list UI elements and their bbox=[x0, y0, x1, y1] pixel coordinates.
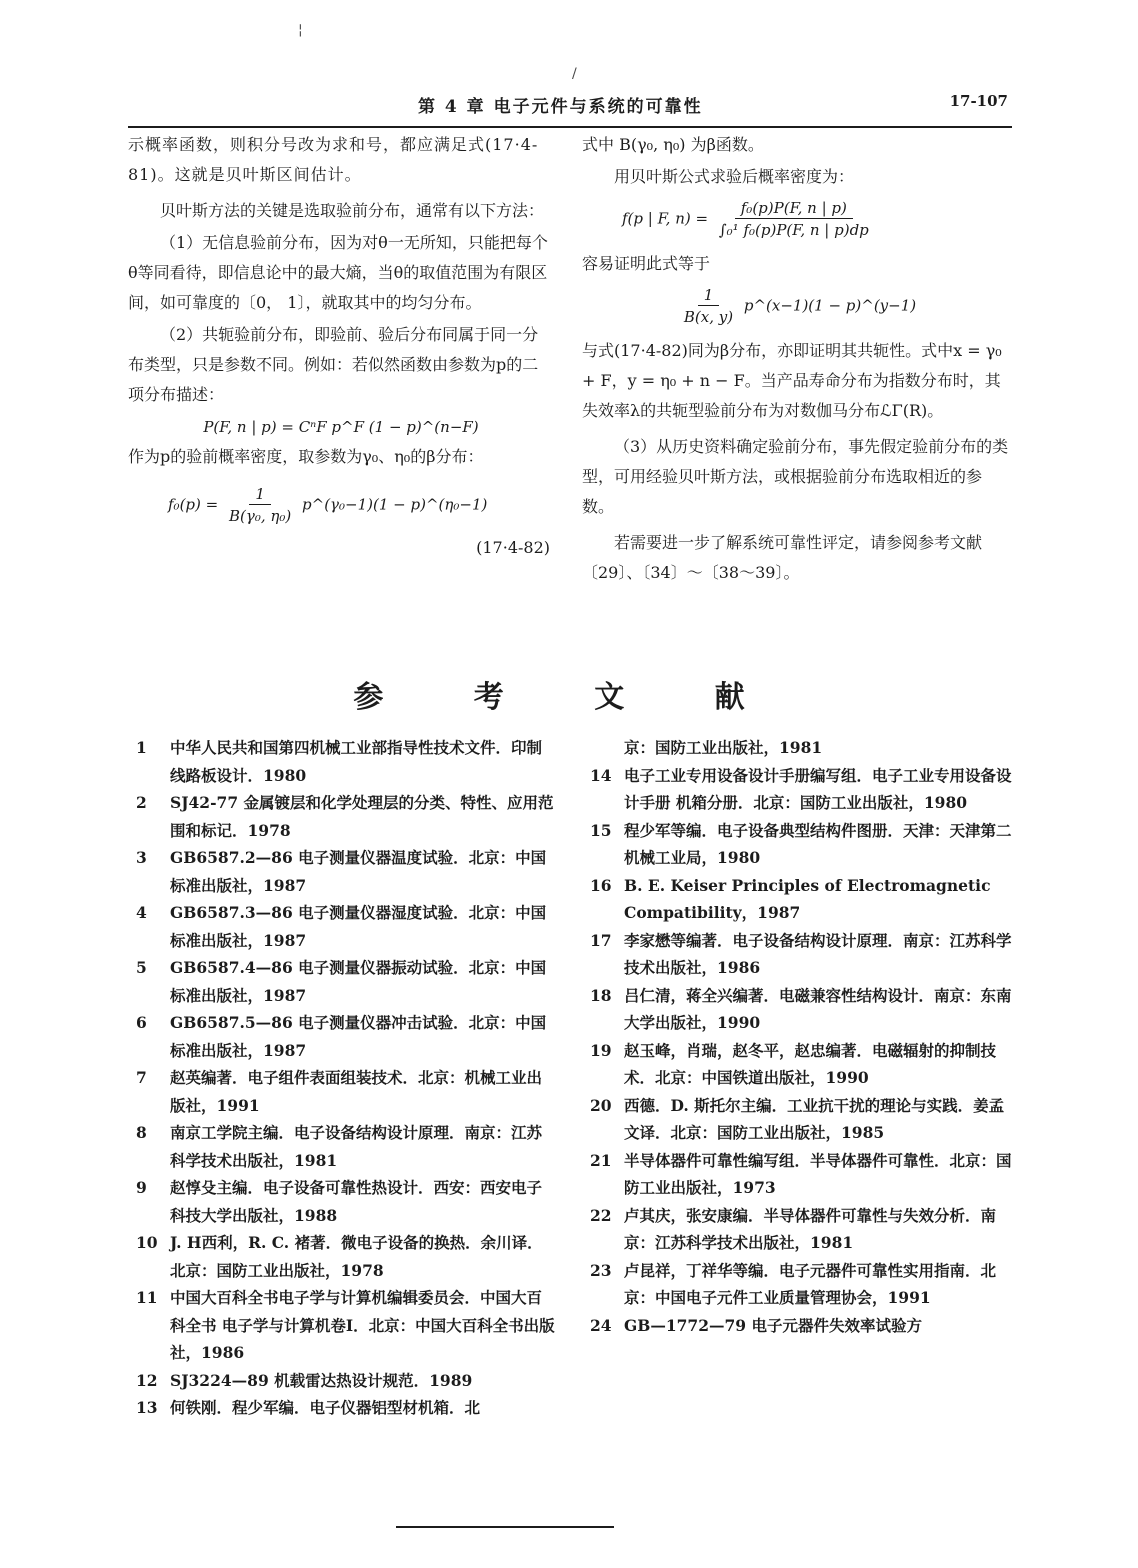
reference-number: 9 bbox=[136, 1178, 147, 1197]
prior-formula bbox=[128, 484, 554, 527]
chapter-title: 第 4 章 电子元件与系统的可靠性 bbox=[418, 97, 703, 117]
left-paragraph-3: （1）无信息验前分布，因为对θ一无所知，只能把每个θ等同看待，即信息论中的最大熵，当θ的取值范围为有限区间，如可靠度的〔0， 1〕，就取其中的均匀分布。 bbox=[128, 233, 548, 312]
footer-rule bbox=[396, 1526, 614, 1528]
left-paragraph-1: 示概率函数，则积分号改为求和号，都应满足式(17·4-81)。这就是贝叶斯区间估计。 bbox=[128, 135, 539, 184]
posterior-fraction-denominator: ∫₀¹ f₀(p)P(F, n | p)dp bbox=[718, 221, 869, 239]
references-right-column bbox=[590, 734, 1012, 1339]
beta-formula bbox=[582, 285, 1012, 328]
reference-text: 李家懋等编著．电子设备结构设计原理．南京：江苏科学技术出版社，1986 bbox=[624, 930, 1012, 977]
reference-item bbox=[590, 1037, 1012, 1092]
reference-number: 12 bbox=[136, 1370, 158, 1390]
reference-item bbox=[590, 1312, 1012, 1340]
reference-text: SJ42-77 金属镀层和化学处理层的分类、特性、应用范围和标记．1978 bbox=[170, 793, 554, 840]
left-paragraph-2: 贝叶斯方法的关键是选取验前分布，通常有以下方法： bbox=[160, 201, 545, 220]
reference-text: 卢昆祥，丁祥华等编．电子元器件可靠性实用指南．北京：中国电子元件工业质量管理协会，1991 bbox=[624, 1260, 997, 1307]
beta-formula-rhs: p^(x−1)(1 − p)^(y−1) bbox=[743, 296, 917, 315]
reference-item bbox=[136, 734, 556, 789]
scan-mark: / bbox=[572, 66, 577, 82]
prior-formula-rhs: p^(γ₀−1)(1 − p)^(η₀−1) bbox=[302, 495, 488, 514]
reference-text: 中华人民共和国第四机械工业部指导性技术文件．印制线路板设计．1980 bbox=[170, 738, 543, 785]
reference-item bbox=[136, 1284, 556, 1367]
reference-item bbox=[136, 1394, 556, 1422]
posterior-fraction bbox=[713, 198, 875, 241]
reference-item bbox=[136, 954, 556, 1009]
reference-number: 6 bbox=[136, 1013, 147, 1032]
binomial-formula bbox=[128, 412, 554, 442]
reference-number: 23 bbox=[590, 1260, 612, 1280]
left-paragraph-4: （2）共轭验前分布，即验前、验后分布同属于同一分布类型，只是参数不同。例如：若似然函数由参数为p的二项分布描述： bbox=[128, 325, 539, 404]
reference-item bbox=[590, 817, 1012, 872]
prior-formula-lhs: f₀(p) = bbox=[168, 495, 219, 514]
reference-text: 何铁刚．程少军编．电子仪器铝型材机箱．北 bbox=[170, 1398, 481, 1417]
references-left-column bbox=[136, 734, 556, 1422]
page-header bbox=[128, 92, 1012, 128]
reference-number: 22 bbox=[590, 1205, 612, 1225]
reference-number: 10 bbox=[136, 1233, 158, 1252]
equation-number: (17·4-82) bbox=[476, 538, 550, 557]
reference-number: 14 bbox=[590, 765, 612, 785]
reference-item bbox=[590, 982, 1012, 1037]
reference-item bbox=[590, 1202, 1012, 1257]
left-column bbox=[128, 130, 554, 563]
posterior-fraction-numerator: f₀(p)P(F, n | p) bbox=[735, 198, 853, 219]
references-heading: 参 考 文 献 bbox=[353, 680, 785, 715]
right-paragraph-5: （3）从历史资料确定验前分布，事先假定验前分布的类型，可用经验贝叶斯方法，或根据验前分布选取相近的参数。 bbox=[582, 437, 1009, 516]
reference-text: 赵英编著．电子组件表面组装技术．北京：机械工业出版社，1991 bbox=[170, 1068, 543, 1115]
reference-text: 电子工业专用设备设计手册编写组．电子工业专用设备设计手册 机箱分册．北京：国防工业出版社，1980 bbox=[624, 765, 1012, 812]
reference-number: 19 bbox=[590, 1040, 612, 1060]
reference-text: GB6587.2—86 电子测量仪器温度试验．北京：中国标准出版社，1987 bbox=[170, 848, 547, 895]
reference-item bbox=[590, 1257, 1012, 1312]
reference-text: 京：国防工业出版社，1981 bbox=[624, 738, 823, 757]
reference-item bbox=[136, 1064, 556, 1119]
reference-item bbox=[590, 762, 1012, 817]
reference-number: 1 bbox=[136, 738, 147, 757]
reference-item bbox=[136, 789, 556, 844]
reference-item bbox=[136, 1229, 556, 1284]
reference-text: GB6587.5—86 电子测量仪器冲击试验．北京：中国标准出版社，1987 bbox=[170, 1013, 547, 1060]
reference-number: 16 bbox=[590, 875, 612, 895]
reference-number: 24 bbox=[590, 1315, 612, 1335]
reference-text: 南京工学院主编．电子设备结构设计原理．南京：江苏科学技术出版社，1981 bbox=[170, 1123, 543, 1170]
beta-fraction-denominator: B(x, y) bbox=[683, 308, 734, 326]
reference-text: 吕仁清，蒋全兴编著．电磁兼容性结构设计．南京：东南大学出版社，1990 bbox=[624, 985, 1012, 1032]
reference-text: GB6587.4—86 电子测量仪器振动试验．北京：中国标准出版社，1987 bbox=[170, 958, 547, 1005]
reference-number: 2 bbox=[136, 793, 147, 812]
reference-text: 卢其庆，张安康编．半导体器件可靠性与失效分析．南京：江苏科学技术出版社，1981 bbox=[624, 1205, 997, 1252]
reference-text: 西德．D. 斯托尔主编．工业抗干扰的理论与实践．姜孟文译．北京：国防工业出版社，1985 bbox=[624, 1095, 1005, 1142]
right-paragraph-2: 用贝叶斯公式求验后概率密度为： bbox=[614, 167, 855, 186]
reference-text: 中国大百科全书电子学与计算机编辑委员会．中国大百科全书 电子学与计算机卷I．北京：中国大百科全书出版社，1986 bbox=[170, 1288, 555, 1362]
reference-item bbox=[136, 899, 556, 954]
page-number: 17-107 bbox=[949, 92, 1008, 110]
reference-number: 13 bbox=[136, 1398, 158, 1417]
left-paragraph-5: 作为p的验前概率密度，取参数为γ₀、η₀的β分布： bbox=[128, 447, 484, 466]
reference-number: 5 bbox=[136, 958, 147, 977]
reference-item bbox=[590, 927, 1012, 982]
reference-number: 18 bbox=[590, 985, 612, 1005]
reference-number: 21 bbox=[590, 1150, 612, 1170]
reference-text: 程少军等编．电子设备典型结构件图册．天津：天津第二机械工业局，1980 bbox=[624, 820, 1012, 867]
reference-text: B. E. Keiser Principles of Electromagnetic Compatibility，1987 bbox=[624, 875, 991, 922]
reference-number: 8 bbox=[136, 1123, 147, 1142]
reference-item bbox=[136, 1367, 556, 1395]
reference-text: GB—1772—79 电子元器件失效率试验方 bbox=[624, 1315, 922, 1335]
prior-fraction-numerator: 1 bbox=[249, 484, 271, 505]
prior-fraction bbox=[223, 484, 297, 527]
posterior-formula-lhs: f(p | F, n) = bbox=[622, 209, 709, 228]
reference-text: 赵惇殳主编．电子设备可靠性热设计．西安：西安电子科技大学出版社，1988 bbox=[170, 1178, 543, 1225]
right-paragraph-4: 与式(17·4-82)同为β分布，亦即证明其共轭性。式中x = γ₀ + F，y = η₀ + n − F。当产品寿命分布为指数分布时，其失效率λ的共轭型验前分布为对数伽马分布ℒΓ(R)。 bbox=[582, 341, 1002, 420]
reference-item bbox=[590, 1147, 1012, 1202]
reference-number: 7 bbox=[136, 1068, 147, 1087]
reference-item bbox=[590, 1092, 1012, 1147]
reference-number: 20 bbox=[590, 1095, 612, 1115]
reference-number: 17 bbox=[590, 930, 612, 950]
prior-fraction-denominator: B(γ₀, η₀) bbox=[229, 507, 292, 525]
reference-number: 4 bbox=[136, 903, 147, 922]
beta-fraction-numerator: 1 bbox=[698, 285, 720, 306]
reference-item bbox=[590, 872, 1012, 927]
reference-item bbox=[590, 734, 1012, 762]
reference-text: SJ3224—89 机载雷达热设计规范．1989 bbox=[170, 1370, 473, 1390]
binomial-formula-text: P(F, n | p) = CⁿF p^F (1 − p)^(n−F) bbox=[203, 418, 479, 436]
reference-item bbox=[136, 1174, 556, 1229]
posterior-formula bbox=[582, 198, 1012, 241]
reference-number: 11 bbox=[136, 1288, 158, 1307]
reference-item bbox=[136, 1009, 556, 1064]
reference-number: 3 bbox=[136, 848, 147, 867]
reference-item bbox=[136, 1119, 556, 1174]
reference-item bbox=[136, 844, 556, 899]
right-column bbox=[582, 130, 1012, 588]
right-paragraph-1: 式中 B(γ₀, η₀) 为β函数。 bbox=[582, 135, 764, 154]
reference-number: 15 bbox=[590, 820, 612, 840]
beta-fraction bbox=[678, 285, 739, 328]
reference-text: 赵玉峰，肖瑞，赵冬平，赵忠编著．电磁辐射的抑制技术．北京：中国铁道出版社，1990 bbox=[624, 1040, 997, 1087]
right-paragraph-3: 容易证明此式等于 bbox=[582, 254, 711, 273]
reference-text: 半导体器件可靠性编写组．半导体器件可靠性．北京：国防工业出版社，1973 bbox=[624, 1150, 1012, 1197]
reference-text: J. H西利，R. C. 褚著．微电子设备的换热．余川译．北京：国防工业出版社，1978 bbox=[170, 1233, 543, 1280]
scan-mark: ¦ bbox=[298, 22, 303, 38]
reference-text: GB6587.3—86 电子测量仪器湿度试验．北京：中国标准出版社，1987 bbox=[170, 903, 547, 950]
right-paragraph-6: 若需要进一步了解系统可靠性评定，请参阅参考文献〔29〕、〔34〕～〔38～39〕。 bbox=[582, 533, 983, 582]
